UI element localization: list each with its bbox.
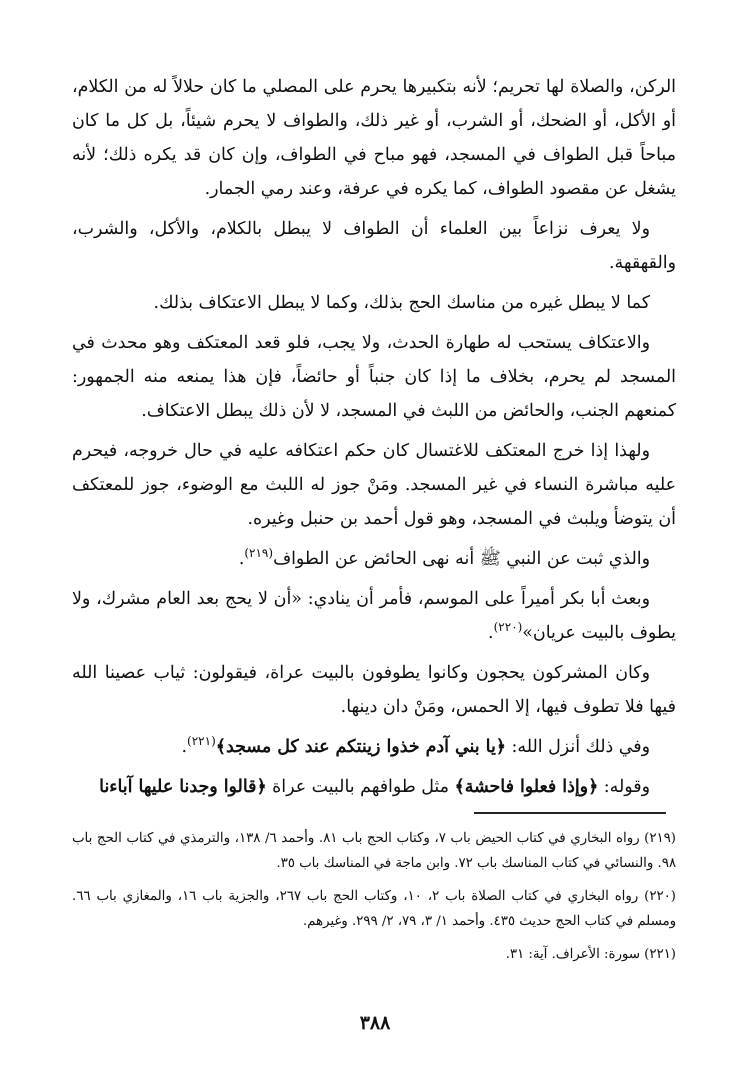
footnotes [72,826,676,975]
paragraph-2: ولا يعرف نزاعاً بين العلماء أن الطواف لا يبطل بالكلام، والأكل، والشرب، والقهقهة. [72,219,676,273]
footnote-separator [474,812,666,814]
paragraph-7 [72,582,676,650]
paragraph-10-text: وقوله: [598,777,650,797]
paragraph-7-text: وبعث أبا بكر أميراً على الموسم، فأمر أن ينادي: «أن لا يحج بعد العام مشرك، ولا يطوف بالبيت عريان» [72,589,676,643]
paragraph-3: كما لا يبطل غيره من مناسك الحج بذلك، وكما لا يبطل الاعتكاف بذلك. [153,293,650,313]
paragraph-4: والاعتكاف يستحب له طهارة الحدث، ولا يجب، فلو قعد المعتكف وهو محدث في المسجد لم يحرم، بخلاف ما إذا كان جنباً أو حائضاً، فإن هذا يمنعه منه الجمهور: كمنعهم الجنب، والحائض من اللبث في المسجد، لا لأن ذلك يبطل الاعتكاف. [72,333,676,421]
footnote-220: (٢٢٠) رواه البخاري في كتاب الصلاة باب ٢، ١٠، وكتاب الحج باب ٢٦٧، والجزية باب ١٦، والمغازي باب ٦٦. ومسلم في كتاب الحج حديث ٤٣٥. وأحمد ١/ ٣، ٧٩، ٢/ ٢٩٩. وغيرهم. [72,889,676,929]
paragraph-6 [72,542,676,576]
main-text [72,70,676,810]
paragraph-10 [72,770,676,804]
quran-quote-3: ﴿قالوا وجدنا عليها آباءنا [99,777,267,797]
footnote-219: (٢١٩) رواه البخاري في كتاب الحيض باب ٧، وكتاب الحج باب ٨١. وأحمد ٦/ ١٣٨، والترمذي في كتاب الحج باب ٩٨. والنسائي في كتاب المناسك باب ٧٢. وابن ماجة في المناسك باب ٣٥. [72,831,676,871]
footnote-221: (٢٢١) سورة: الأعراف. آية: ٣١. [505,947,676,962]
paragraph-8: وكان المشركون يحجون وكانوا يطوفون بالبيت عراة، فيقولون: ثياب عصينا الله فيها فلا تطوف فيها، إلا الحمس، ومَنْ دان دينها. [72,663,676,717]
paragraph-7-end: . [488,623,494,643]
paragraph-6-text: والذي ثبت عن النبي ﷺ أنه نهى الحائض عن الطواف [273,549,650,569]
paragraph-9-text: وفي ذلك أنزل الله: [506,737,650,757]
quran-quote-2: ﴿وإذا فعلوا فاحشة﴾ [454,777,599,797]
footnote-ref-219[interactable]: (٢١٩) [244,546,274,561]
paragraph-5: ولهذا إذا خرج المعتكف للاغتسال كان حكم اعتكافه عليه في حال خروجه، فيحرم عليه مباشرة النساء في غير المسجد. ومَنْ جوز له اللبث مع الوضوء، جوز للمعتكف أن يتوضأ ويلبث في المسجد، وهو قول أحمد بن حنبل وغيره. [72,441,676,529]
quran-quote-1: ﴿يا بني آدم خذوا زينتكم عند كل مسجد﴾ [215,737,506,757]
footnote-ref-220[interactable]: (٢٢٠) [493,620,523,635]
footnote-ref-221[interactable]: (٢٢١) [187,734,216,749]
paragraph-1: الركن، والصلاة لها تحريم؛ لأنه بتكبيرها يحرم على المصلي ما كان حلالاً له من الكلام، أو الأكل، أو الضحك، أو الشرب، أو غير ذلك، والطواف لا يحرم شيئاً، بل كل ما كان مباحاً قبل الطواف في المسجد، فهو مباح في الطواف، وإن كان قد يكره ذلك؛ لأنه يشغل عن مقصود الطواف، كما يكره في عرفة، وعند رمي الجمار. [72,77,676,199]
paragraph-6-end: . [238,549,245,569]
paragraph-9-end: . [181,737,188,757]
paragraph-10-mid: مثل طوافهم بالبيت عراة [266,777,455,797]
page-number: ٣٨٨ [359,1012,391,1034]
paragraph-9 [72,730,676,764]
